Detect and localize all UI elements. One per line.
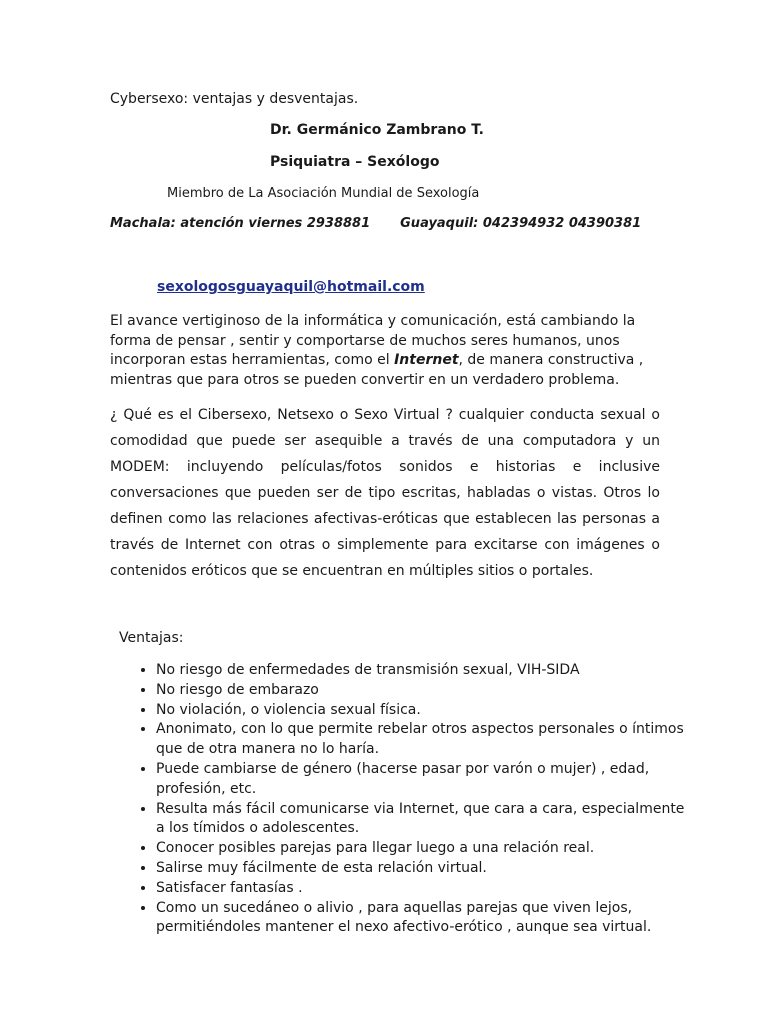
list-item: • Conocer posibles parejas para llegar luego a una relación real.	[156, 839, 696, 859]
intro-text-internet: Internet	[394, 352, 459, 368]
document-title: Cybersexo: ventajas y desventajas.	[110, 91, 359, 107]
author-role: Psiquiatra – Sexólogo	[270, 154, 440, 170]
contact-line	[110, 216, 641, 231]
intro-text-b: , de manera constructiva , mientras que para otros se pueden convertir en un verdadero problema.	[110, 352, 644, 388]
list-item: • Resulta más fácil comunicarse via Internet, que cara a cara, especialmente a los tímidos o adolescentes.	[156, 800, 696, 840]
intro-paragraph	[110, 312, 670, 390]
email-link[interactable]: sexologosguayaquil@hotmail.com	[157, 279, 425, 295]
definition-paragraph: ¿ Qué es el Cibersexo, Netsexo o Sexo Virtual ? cualquier conducta sexual o comodidad que puede ser asequible a través de una computadora y un MODEM: incluyendo películas/fotos sonidos e historias e inclusive conversaciones que pueden ser de tipo escritas, habladas o vistas. Otros lo definen como las relaciones afectivas-eróticas que establecen las personas a través de Internet con otras o simplemente para excitarse con imágenes o contenidos eróticos que se encuentran en múltiples sitios o portales.	[110, 407, 660, 579]
author-name: Dr. Germánico Zambrano T.	[270, 122, 484, 138]
contact-guayaquil: Guayaquil: 042394932 04390381	[400, 216, 642, 231]
list-item: • No riesgo de enfermedades de transmisión sexual, VIH-SIDA	[156, 661, 696, 681]
list-item: • No violación, o violencia sexual física.	[156, 701, 696, 721]
list-item: • No riesgo de embarazo	[156, 681, 696, 701]
ventajas-heading: Ventajas:	[119, 630, 184, 646]
list-item: • Como un sucedáneo o alivio , para aquellas parejas que viven lejos, permitiéndoles mantener el nexo afectivo-erótico , aunque sea virtual.	[156, 899, 696, 939]
intro-text-a: El avance vertiginoso de la informática y comunicación, está cambiando la forma de pensar , sentir y comportarse de muchos seres humanos, unos incorporan estas herramientas, como el	[110, 313, 636, 368]
list-item: • Anonimato, con lo que permite rebelar otros aspectos personales o íntimos que de otra manera no lo haría.	[156, 720, 696, 760]
list-item: • Satisfacer fantasías .	[156, 879, 696, 899]
ventajas-list	[110, 661, 696, 938]
contact-machala: Machala: atención viernes 2938881	[110, 216, 371, 231]
list-item: • Salirse muy fácilmente de esta relación virtual.	[156, 859, 696, 879]
list-item: • Puede cambiarse de género (hacerse pasar por varón o mujer) , edad, profesión, etc.	[156, 760, 696, 800]
membership-line: Miembro de La Asociación Mundial de Sexología	[167, 186, 480, 201]
